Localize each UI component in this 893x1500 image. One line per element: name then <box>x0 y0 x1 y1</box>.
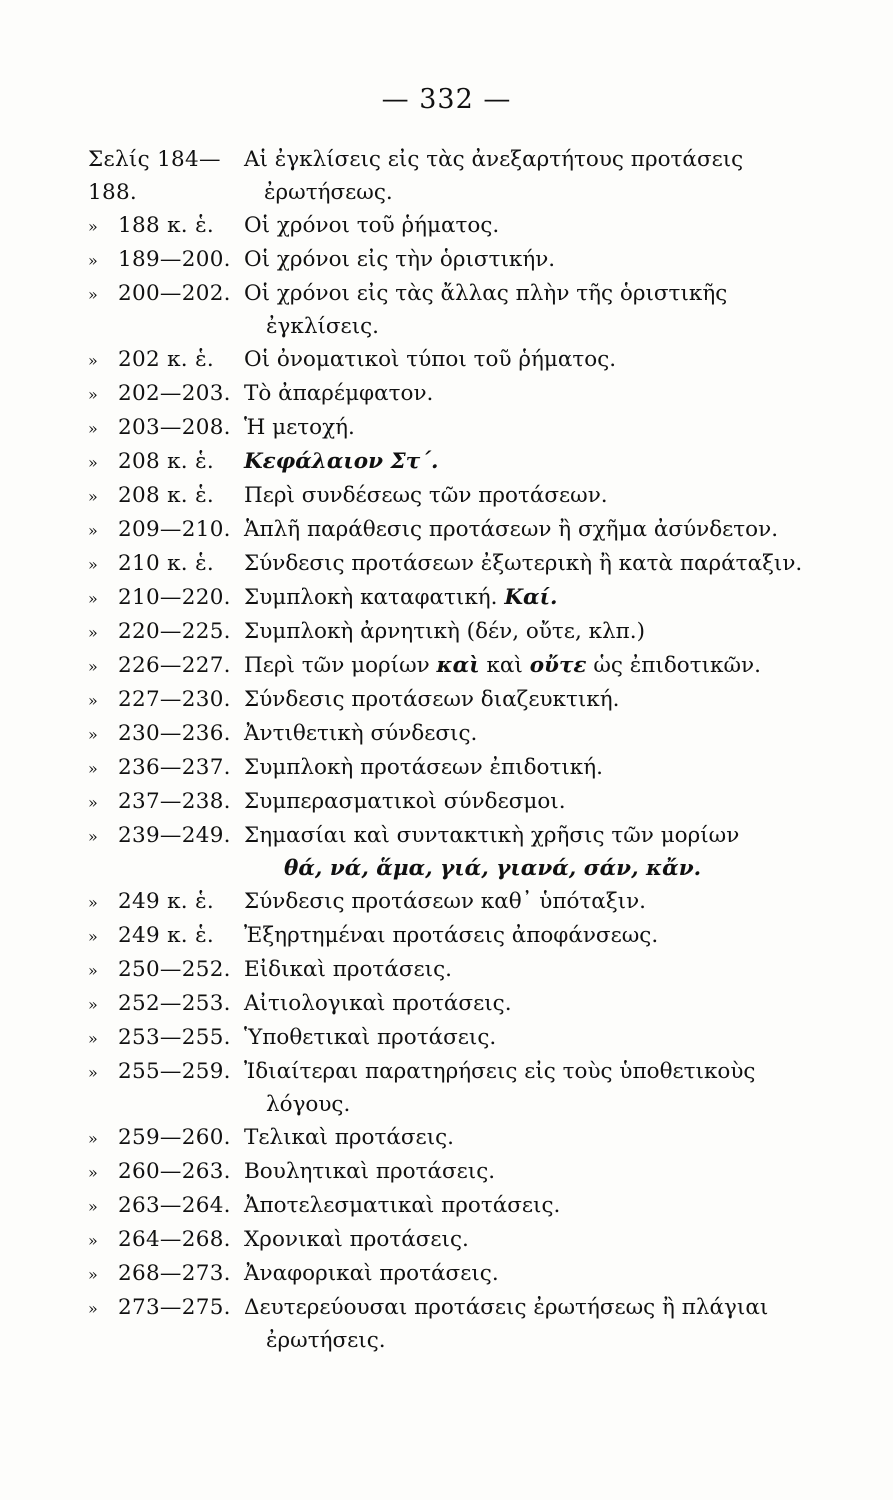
toc-entry <box>88 1291 840 1357</box>
entry-title-text: Συμπλοκὴ καταφατική. <box>244 585 498 610</box>
toc-entry <box>88 377 840 411</box>
entry-title <box>244 1189 840 1222</box>
page-range: 208 κ. ἑ. <box>118 483 215 508</box>
page-range: 208 κ. ἑ. <box>118 449 215 474</box>
entry-title <box>244 243 840 276</box>
entry-title-text: Ὑποθετικαὶ προτάσεις. <box>244 1025 497 1050</box>
entry-title <box>244 785 840 818</box>
toc-entry <box>88 277 840 343</box>
entry-title-text: Ἀναφορικαὶ προτάσεις. <box>244 1261 499 1286</box>
entry-title <box>244 649 840 682</box>
entry-title-text: Ἐξηρτημέναι προτάσεις ἀποφάνσεως. <box>244 923 659 948</box>
toc-entry <box>88 683 840 717</box>
page-range: 252—253. <box>118 991 231 1016</box>
toc-entry <box>88 513 840 547</box>
toc-entry <box>88 445 840 479</box>
page-range: 202—203. <box>118 381 231 406</box>
ditto-marker: » <box>88 589 98 608</box>
toc-entry <box>88 1257 840 1291</box>
toc-entry <box>88 343 840 377</box>
page-range: Σελίς 184—188. <box>88 147 221 205</box>
entry-title-text: Περὶ τῶν μορίων <box>244 653 437 678</box>
page-range: 263—264. <box>118 1193 231 1218</box>
ditto-marker: » <box>88 793 98 812</box>
toc-entry <box>88 1189 840 1223</box>
entry-title <box>244 1155 840 1188</box>
ditto-marker: » <box>88 1063 98 1082</box>
entry-title-text: Αἰτιολογικαὶ προτάσεις. <box>244 991 512 1016</box>
ditto-marker: » <box>88 995 98 1014</box>
page-range: 227—230. <box>118 687 231 712</box>
entry-title <box>244 377 840 410</box>
page-range: 230—236. <box>118 721 231 746</box>
page-range: 188 κ. ἑ. <box>118 213 215 238</box>
ditto-marker: » <box>88 385 98 404</box>
toc-entry <box>88 819 840 885</box>
page-range: 264—268. <box>118 1227 231 1252</box>
entry-title-text: Ἀντιθετικὴ σύνδεσις. <box>244 721 478 746</box>
page-range: 253—255. <box>118 1025 231 1050</box>
keyword: καὶ <box>436 653 480 678</box>
entry-title <box>244 683 840 716</box>
entry-title-continuation: λόγους. <box>266 1092 351 1117</box>
page-range: 202 κ. ἑ. <box>118 347 215 372</box>
page-range: 255—259. <box>118 1059 231 1084</box>
ditto-marker: » <box>88 1129 98 1148</box>
entry-title <box>244 445 840 478</box>
entry-title-text: Περὶ συνδέσεως τῶν προτάσεων. <box>244 483 608 508</box>
toc-entry <box>88 411 840 445</box>
ditto-marker: » <box>88 1163 98 1182</box>
page-number: — 332 — <box>381 84 512 115</box>
entry-title-continuation: ἐρωτήσεις. <box>266 1328 386 1353</box>
toc-entry <box>88 581 840 615</box>
page-range: 249 κ. ἑ. <box>118 923 215 948</box>
entry-title-continuation: ἐρωτήσεως. <box>264 180 393 205</box>
table-of-contents <box>88 143 840 1357</box>
entry-title-text: Σύνδεσις προτάσεων διαζευκτική. <box>244 687 620 712</box>
toc-entry <box>88 1055 840 1121</box>
entry-title-text: Δευτερεύουσαι προτάσεις ἐρωτήσεως ἢ πλάγιαι <box>244 1295 769 1320</box>
entry-title-text: Οἱ χρόνοι εἰς τὴν ὁριστικήν. <box>244 247 556 272</box>
entry-title <box>244 987 840 1020</box>
toc-entry <box>88 987 840 1021</box>
entry-title-text: Οἱ χρόνοι τοῦ ῥήματος. <box>244 213 500 238</box>
toc-entry <box>88 751 840 785</box>
toc-entry <box>88 1121 840 1155</box>
toc-entry <box>88 243 840 277</box>
entry-title <box>244 885 840 918</box>
entry-title <box>244 411 840 444</box>
keyword: οὔτε <box>529 653 587 678</box>
ditto-marker: » <box>88 453 98 472</box>
ditto-marker: » <box>88 623 98 642</box>
entry-title-text: Τελικαὶ προτάσεις. <box>244 1125 455 1150</box>
entry-title-continuation: ἐγκλίσεις. <box>266 314 380 339</box>
ditto-marker: » <box>88 691 98 710</box>
entry-title-continuation: θά, νά, ἅμα, γιά, γιανά, σάν, κἄν. <box>284 856 702 881</box>
entry-title <box>244 143 840 209</box>
ditto-marker: » <box>88 827 98 846</box>
toc-entry <box>88 615 840 649</box>
toc-entry <box>88 1021 840 1055</box>
entry-title-text: Ἰδιαίτεραι παρατηρήσεις εἰς τοὺς ὑποθετικοὺς <box>244 1059 756 1084</box>
entry-title-text: Ἁπλῆ παράθεσις προτάσεων ἢ σχῆμα ἀσύνδετον. <box>244 517 779 542</box>
entry-title <box>244 615 840 648</box>
entry-title <box>244 479 840 512</box>
ditto-marker: » <box>88 725 98 744</box>
entry-title-text: Σύνδεσις προτάσεων ἐξωτερικὴ ἢ κατὰ παράταξιν. <box>244 551 803 576</box>
entry-title <box>244 751 840 784</box>
entry-title <box>244 1291 840 1357</box>
page-range: 237—238. <box>118 789 231 814</box>
entry-title <box>244 547 840 580</box>
ditto-marker: » <box>88 1197 98 1216</box>
page-range: 239—249. <box>118 823 231 848</box>
keyword: Κεφάλαιον Στ΄. <box>244 449 439 474</box>
entry-title <box>244 1055 840 1121</box>
entry-title <box>244 1257 840 1290</box>
entry-title-text: Οἱ ὀνοματικοὶ τύποι τοῦ ῥήματος. <box>244 347 617 372</box>
entry-title-text: ὡς ἐπιδοτικῶν. <box>586 653 761 678</box>
ditto-marker: » <box>88 487 98 506</box>
ditto-marker: » <box>88 1299 98 1318</box>
toc-entry <box>88 919 840 953</box>
entry-title <box>244 919 840 952</box>
ditto-marker: » <box>88 759 98 778</box>
entry-title <box>244 819 840 885</box>
ditto-marker: » <box>88 1029 98 1048</box>
entry-title-text: Οἱ χρόνοι εἰς τὰς ἄλλας πλὴν τῆς ὁριστικῆς <box>244 281 728 306</box>
toc-entry <box>88 209 840 243</box>
page-range: 236—237. <box>118 755 231 780</box>
entry-title-text: Σημασίαι καὶ συντακτικὴ χρῆσις τῶν μορίων <box>244 823 740 848</box>
entry-title-text: Συμπλοκὴ προτάσεων ἐπιδοτική. <box>244 755 603 780</box>
entry-title <box>244 343 840 376</box>
entry-title-text: Βουλητικαὶ προτάσεις. <box>244 1159 496 1184</box>
entry-title-text: Συμπερασματικοὶ σύνδεσμοι. <box>244 789 566 814</box>
ditto-marker: » <box>88 1231 98 1250</box>
ditto-marker: » <box>88 285 98 304</box>
ditto-marker: » <box>88 419 98 438</box>
page-range: 273—275. <box>118 1295 231 1320</box>
entry-title-text: Χρονικαὶ προτάσεις. <box>244 1227 469 1252</box>
page-range: 268—273. <box>118 1261 231 1286</box>
entry-title <box>244 581 840 614</box>
page-range: 249 κ. ἑ. <box>118 889 215 914</box>
ditto-marker: » <box>88 657 98 676</box>
entry-title-text: Σύνδεσις προτάσεων καθ᾽ ὑπόταξιν. <box>244 889 647 914</box>
entry-title-text: Τὸ ἀπαρέμφατον. <box>244 381 434 406</box>
toc-entry <box>88 1223 840 1257</box>
entry-title <box>244 1223 840 1256</box>
page-range: 200—202. <box>118 281 231 306</box>
toc-entry <box>88 953 840 987</box>
entry-title <box>244 513 840 546</box>
toc-entry <box>88 1155 840 1189</box>
ditto-marker: » <box>88 927 98 946</box>
ditto-marker: » <box>88 961 98 980</box>
entry-title <box>244 209 840 242</box>
entry-title-text: Συμπλοκὴ ἀρνητικὴ (δέν, οὔτε, κλπ.) <box>244 619 646 644</box>
toc-entry <box>88 717 840 751</box>
entry-title <box>244 953 840 986</box>
entry-title <box>244 1121 840 1154</box>
page-range: 220—225. <box>118 619 231 644</box>
keyword: Καί. <box>504 585 558 610</box>
entry-title-text: Ἀποτελεσματικαὶ προτάσεις. <box>244 1193 561 1218</box>
page-range: 203—208. <box>118 415 231 440</box>
ditto-marker: » <box>88 1265 98 1284</box>
page-range: 260—263. <box>118 1159 231 1184</box>
toc-entry <box>88 785 840 819</box>
toc-entry <box>88 143 840 209</box>
page-range: 210 κ. ἑ. <box>118 551 215 576</box>
page-range: 226—227. <box>118 653 231 678</box>
entry-title <box>244 717 840 750</box>
ditto-marker: » <box>88 351 98 370</box>
page-range: 259—260. <box>118 1125 231 1150</box>
toc-entries <box>88 209 840 1357</box>
ditto-marker: » <box>88 217 98 236</box>
entry-title-text: Αἱ ἐγκλίσεις εἰς τὰς ἀνεξαρτήτους προτάσεις <box>244 147 744 172</box>
toc-entry <box>88 885 840 919</box>
page-range: 189—200. <box>118 247 231 272</box>
entry-title <box>244 277 840 343</box>
entry-title <box>244 1021 840 1054</box>
ditto-marker: » <box>88 555 98 574</box>
toc-entry <box>88 649 840 683</box>
ditto-marker: » <box>88 893 98 912</box>
entry-title-text: Εἰδικαὶ προτάσεις. <box>244 957 452 982</box>
page-range: 250—252. <box>118 957 231 982</box>
entry-title-text: Ἡ μετοχή. <box>244 415 355 440</box>
toc-entry <box>88 547 840 581</box>
page-range: 209—210. <box>118 517 231 542</box>
toc-entry <box>88 479 840 513</box>
ditto-marker: » <box>88 251 98 270</box>
page-range: 210—220. <box>118 585 231 610</box>
entry-title-text: καὶ <box>479 653 530 678</box>
ditto-marker: » <box>88 521 98 540</box>
